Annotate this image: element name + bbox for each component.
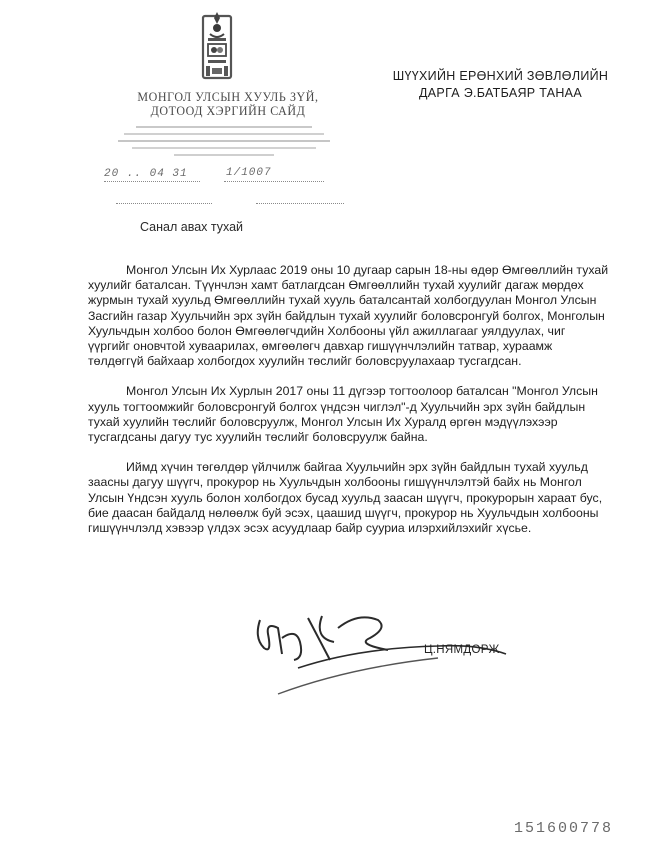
body-paragraph-2: Монгол Улсын Их Хурлын 2017 оны 11 дүгээр тогтоолоор баталсан "Монгол Улсын хууль тогтоомжийг боловсронгуй болгох үндсэн чиглэл"-д Хуульчийн эрх зүйн байдлын тухай хуулийн төслийг боловсруулж, Монгол Улсын Их Хуралд өргөн мэдүүлэхээр тусгагдсаны дагуу тус хуулийн төслийг боловсруулж байна. [88, 384, 598, 445]
ministry-name [122, 90, 333, 118]
ministry-line-1: МОНГОЛ УЛСЫН ХУУЛЬ ЗҮЙ, [137, 90, 319, 104]
recipient-block [368, 68, 633, 102]
ministry-line-2: ДОТООД ХЭРГИЙН САЙД [150, 104, 306, 118]
body-paragraph-1: Монгол Улсын Их Хурлаас 2019 оны 10 дугаар сарын 18-ны өдөр Өмгөөллийн тухай хуулийг баталсан. Түүнчлэн хамт батлагдсан Өмгөөллийн тухай хуулийг дагаж мөрдөх журмын тухай хуульд Өмгөөллийн тухай хууль баталсантай холбогдуулан Монгол Улсын Засгийн газар Хуульчийн эрх зүйн байдлын тухай хуулийг боловсронгуй болгох, Монголын Хуульчдын холбоо болон Өмгөөлөгчдийн Холбооны үйл ажиллагааг уялдуулах, чиг үүргийг оновчтой хуваарилах, өмгөөлөгч давхар гишүүнчлэлийн татвар, хураамж төлдөггүй байхаар холбогдох хуулийн төслийг боловсруулахаар тусгагдсан. [88, 263, 609, 369]
reference-line-reply [104, 193, 340, 205]
body-paragraph-3: Иймд хүчин төгөлдөр үйлчилж байгаа Хуульчийн эрх зүйн байдлын тухай хуульд заасны дагуу шүүгч, прокурор нь Хуульчдын холбооны гишүүнчлэлтэй байх нь Монгол Улсын Үндсэн хууль болон холбогдох бусад хуульд заасан шүүгч, прокурорын хараат бус, бие даасан байдалд нөлөөлж буй эсэх, цаашид шүүгч, прокурор нь Хуульчдын холбооны гишүүнчлэлд хэвээр үлдэх эсэх асуудлаар байр сууриа илэрхийлэхийг хүсье. [88, 460, 603, 536]
letter-subject: Санал авах тухай [140, 220, 244, 234]
document-number: 151600778 [514, 820, 614, 837]
reference-date: 20 .. 04 31 [104, 168, 188, 180]
signer-name: Ц.НЯМДОРЖ [424, 644, 500, 656]
state-emblem [196, 10, 238, 84]
signature-block [238, 598, 538, 718]
reference-number: 1/1007 [226, 167, 272, 179]
recipient-line-1: ШҮҮХИЙН ЕРӨНХИЙ ЗӨВЛӨЛИЙН [392, 69, 609, 83]
recipient-line-2: ДАРГА Э.БАТБАЯР ТАНАА [419, 86, 582, 100]
letter-body [88, 263, 610, 551]
letterhead-address-block [104, 124, 344, 160]
